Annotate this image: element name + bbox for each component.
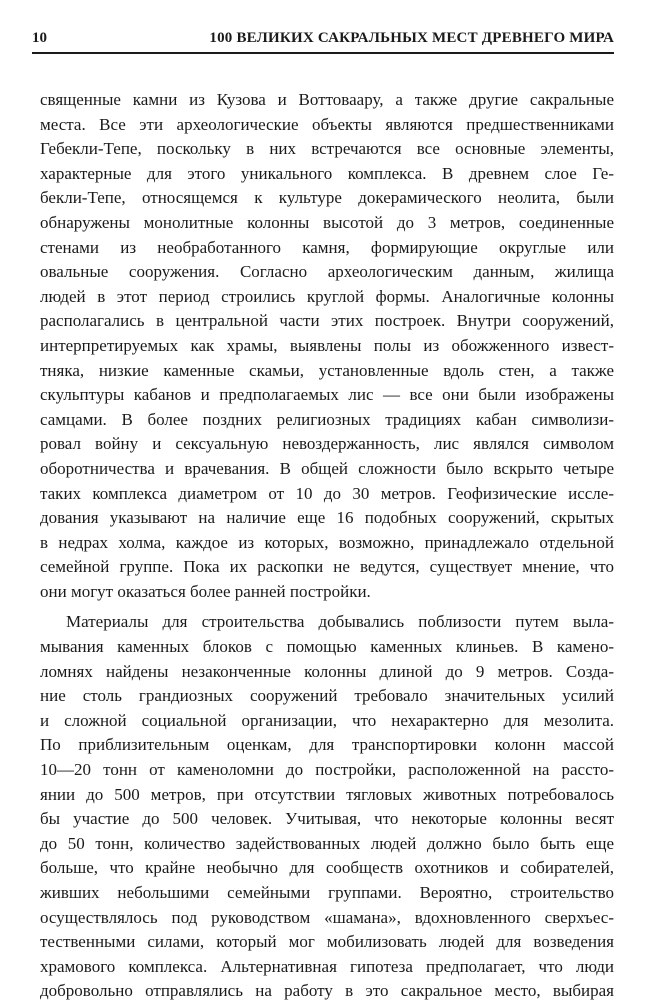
running-title: 100 ВЕЛИКИХ САКРАЛЬНЫХ МЕСТ ДРЕВНЕГО МИРА <box>209 30 614 46</box>
text-line: мывания каменных блоков с помощью каменных клиньев. В камено- <box>40 637 614 657</box>
text-line: обнаружены монолитные колонны высотой до 3 метров, соединенные <box>40 212 614 232</box>
paragraph-1 <box>40 88 614 604</box>
text-line: янии до 500 метров, при отсутствии тягловых животных потребовалось <box>40 784 614 804</box>
text-line: овальные сооружения. Согласно археологическим данным, жилища <box>40 262 614 282</box>
text-line: добровольно отправлялись на работу в это сакральное место, выбирая <box>40 981 614 1001</box>
text-line: дования указывают на наличие еще 16 подобных сооружений, скрытых <box>40 508 614 528</box>
text-line: семейной группе. Пока их раскопки не ведутся, существует мнение, что <box>40 557 614 577</box>
text-line: По приблизительным оценкам, для транспортировки колонн массой <box>40 735 614 755</box>
text-line: характерные для этого уникального комплекса. В древнем слое Ге- <box>40 163 614 183</box>
text-line: до 50 тонн, количество задействованных людей должно было быть еще <box>40 833 614 853</box>
page-header <box>32 24 614 54</box>
text-line: и сложной социальной организации, что нехарактерно для мезолита. <box>40 710 614 730</box>
text-line: священные камни из Кузова и Воттоваару, а также другие сакральные <box>40 90 614 109</box>
text-line: тественными силами, который мог мобилизовать людей для возведения <box>40 932 614 952</box>
text-line: скульптуры кабанов и предполагаемых лис — все они были изображены <box>40 385 614 405</box>
text-line: в недрах холма, каждое из которых, возможно, принадлежало отдельной <box>40 532 614 552</box>
text-line: больше, что крайне необычно для сообществ охотников и собирателей, <box>40 858 614 878</box>
text-line: бы участие до 500 человек. Учитывая, что некоторые колонны весят <box>40 809 614 829</box>
text-line: оборотничества и врачевания. В общей сложности было вскрыто четыре <box>40 458 614 478</box>
text-line: тняка, низкие каменные скамьи, установленные вдоль стен, а также <box>40 360 614 380</box>
text-line: храмового комплекса. Альтернативная гипотеза предполагает, что люди <box>40 956 614 976</box>
text-line: таких комплекса диаметром от 10 до 30 метров. Геофизические иссле- <box>40 483 614 503</box>
text-line: интерпретируемых как храмы, выявлены полы из обожженного извест- <box>40 335 614 355</box>
text-line: места. Все эти археологические объекты являются предшественниками <box>40 114 614 134</box>
paragraph-2 <box>40 610 614 1004</box>
text-line: людей в этот период строились круглой формы. Аналогичные колонны <box>40 286 614 306</box>
text-line: Материалы для строительства добывались поблизости путем выла- <box>66 612 614 632</box>
body-text <box>40 88 614 1004</box>
text-line: 10—20 тонн от каменоломни до постройки, расположенной на рассто- <box>40 760 614 780</box>
text-line: ломнях найдены незаконченные колонны длиной до 9 метров. Созда- <box>40 661 614 681</box>
text-line: располагались в центральной части этих построек. Внутри сооружений, <box>40 311 614 331</box>
text-line: стенами из необработанного камня, формирующие округлые или <box>40 237 614 257</box>
text-line: бекли-Тепе, относящемся к культуре докерамического неолита, были <box>40 188 614 208</box>
text-line: Гебекли-Тепе, поскольку в них встречаются все основные элементы, <box>40 139 614 159</box>
text-line: ровал войну и сексуальную невоздержанность, лис являлся символом <box>40 434 614 454</box>
text-line: осуществлялось под руководством «шамана», вдохновленного сверхъес- <box>40 907 614 927</box>
text-line: они могут оказаться более ранней постройки. <box>40 581 371 601</box>
text-line: самцами. В более поздних религиозных традициях кабан символизи- <box>40 409 614 429</box>
text-line: живших небольшими семейными группами. Вероятно, строительство <box>40 883 614 902</box>
text-line: ние столь грандиозных сооружений требовало значительных усилий <box>40 686 614 706</box>
page-number: 10 <box>32 30 47 46</box>
